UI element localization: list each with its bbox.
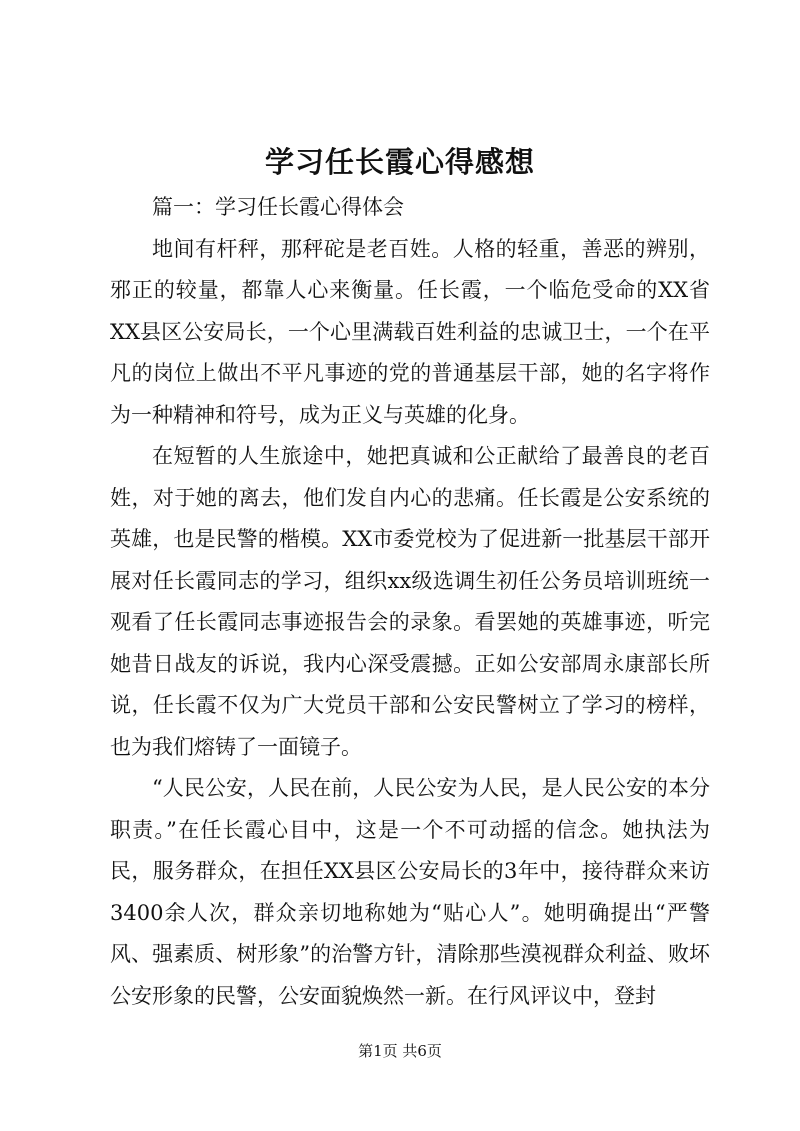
paragraph-2: 在短暂的人生旅途中，她把真诚和公正献给了最善良的老百姓，对于她的离去，他们发自内心的悲痛。任长霞是公安系统的英雄，也是民警的楷模。XX市委党校为了促进新一批基层干部开展对任长霞同志的学习，组织xx级选调生初任公务员培训班统一观看了任长霞同志事迹报告会的录象。看罢她的英雄事迹，听完她昔日战友的诉说，我内心深受震撼。正如公安部周永康部长所说，任长霞不仅为广大党员干部和公安民警树立了学习的榜样，也为我们熔铸了一面镜子。 — [110, 444, 710, 759]
section-subtitle: 篇一：学习任长霞心得体会 — [152, 195, 404, 219]
document-title: 学习任长霞心得感想 — [264, 145, 535, 179]
paragraph-3: “人民公安，人民在前，人民公安为人民，是人民公安的本分职责。”在任长霞心目中，这是一个不可动摇的信念。她执法为民，服务群众，在担任XX县区公安局长的3年中，接待群众来访3400余人次，群众亲切地称她为“贴心人”。她明确提出“严警风、强素质、树形象”的治警方针，清除那些漠视群众利益、败坏公安形象的民警，公安面貌焕然一新。在行风评议中，登封 — [110, 776, 710, 1008]
document-body — [110, 187, 710, 1017]
paragraph-1: 地间有杆秤，那秤砣是老百姓。人格的轻重，善恶的辨别，邪正的较量，都靠人心来衡量。任长霞，一个临危受命的XX省XX县区公安局长，一个心里满载百姓利益的忠诚卫士，一个在平凡的岗位上做出不平凡事迹的党的普通基层干部，她的名字将作为一种精神和符号，成为正义与英雄的化身。 — [110, 236, 710, 427]
page-footer: 第1页 共6页 — [358, 1042, 442, 1060]
